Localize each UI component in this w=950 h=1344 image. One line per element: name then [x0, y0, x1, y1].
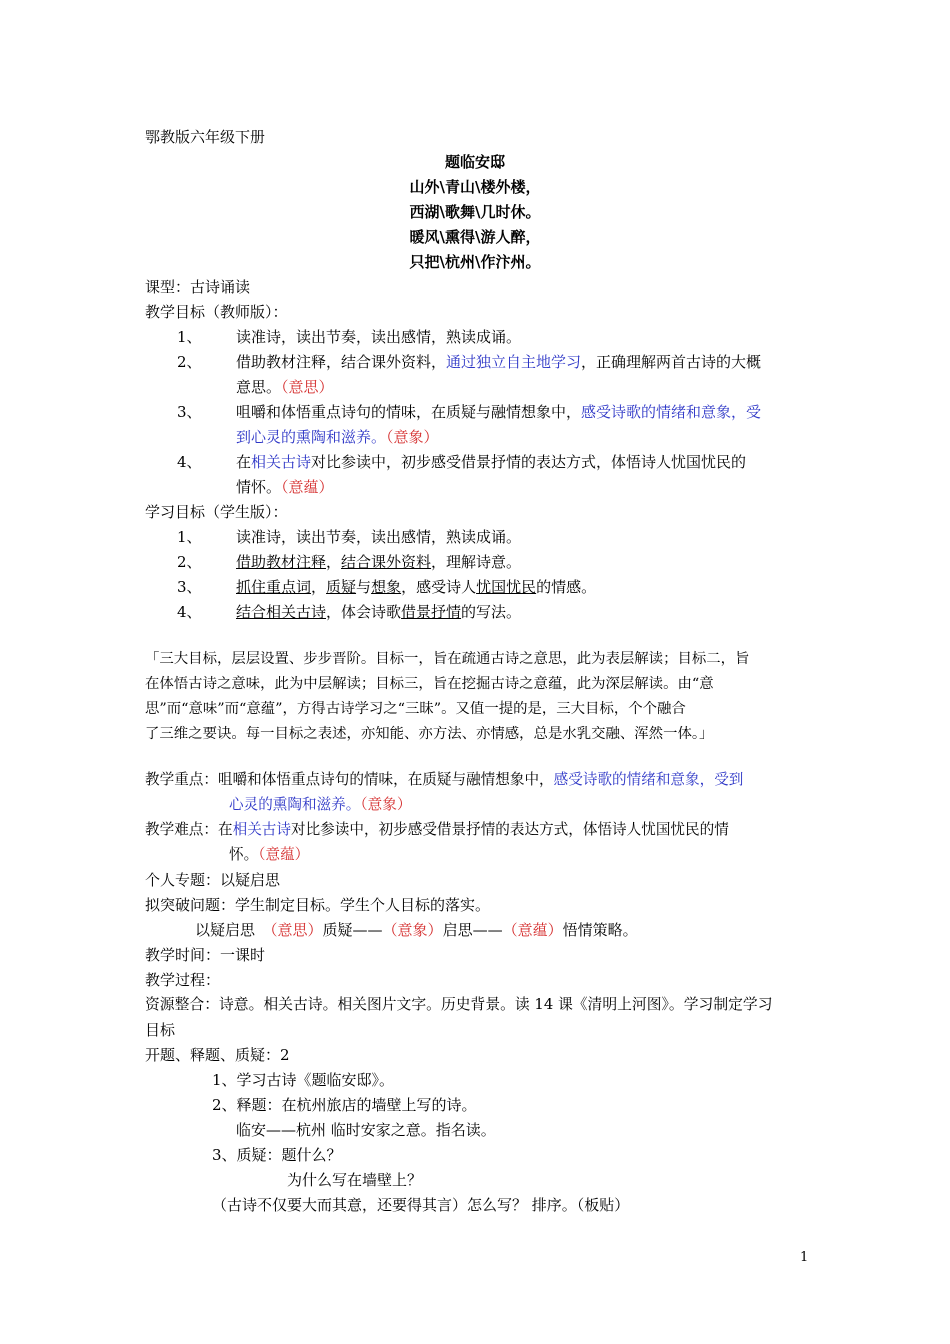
difficulty-text: 在: [217, 821, 233, 838]
key-point-cont: [229, 795, 411, 815]
teacher-goal-2-cont: [236, 377, 334, 397]
process-step: 临安——杭州 临时安家之意。指名读。: [236, 1121, 496, 1139]
student-goals-heading: 学习目标（学生版）：: [145, 503, 288, 521]
goal-text: ，: [326, 553, 342, 571]
strategy-text: 质疑——: [322, 921, 383, 939]
goal-text: ，: [311, 578, 327, 596]
poem-title: 题临安邸: [444, 153, 505, 171]
goal-number: 1、: [177, 528, 202, 546]
key-point-highlight: 感受诗歌的情绪和意象，受到: [553, 771, 744, 788]
key-point: [145, 770, 743, 790]
goal-text: ，正确理解两首古诗的大概: [581, 353, 762, 371]
goal-number: 3、: [177, 403, 202, 421]
goal-number: 2、: [177, 553, 202, 571]
underlined-phrase: 质疑: [326, 578, 357, 596]
underlined-phrase: 借景抒情: [401, 603, 462, 621]
goal-text: 与: [356, 578, 372, 596]
commentary-line: 思”而“意味”而“意蕴”，方得古诗学习之“三昧”。又值一提的是，三大目标，个个融合: [145, 701, 686, 717]
breakthrough-question: 拟突破问题：学生制定目标。学生个人目标的落实。: [145, 896, 491, 914]
lesson-type: 课型：古诗诵读: [145, 278, 251, 296]
underlined-phrase: 想象: [371, 578, 402, 596]
process-step: 2、释题：在杭州旅店的墙壁上写的诗。: [212, 1096, 477, 1114]
teaching-process: 教学过程：: [145, 971, 221, 989]
opening-heading: 开题、释题、质疑：2: [145, 1046, 290, 1064]
poem-line: 山外\青山\楼外楼，: [409, 178, 541, 196]
goal-tag: （意思）: [281, 378, 334, 396]
goal-text: 读准诗，读出节奏，读出感情，熟读成诵。: [236, 528, 522, 546]
goal-highlight: 相关古诗: [251, 453, 312, 471]
textbook-edition: 鄂教版六年级下册: [145, 128, 266, 146]
goal-text: 咀嚼和体悟重点诗句的情味，在质疑与融情想象中，: [236, 403, 582, 421]
teacher-goals-heading: 教学目标（教师版）：: [145, 303, 288, 321]
poem-line: 只把\杭州\作汴州。: [409, 253, 541, 271]
process-step: （古诗不仅要大而其意，还要得其言）怎么写？ 排序。（板贴）: [212, 1196, 630, 1214]
goal-number: 4、: [177, 453, 202, 471]
goal-text: 在: [236, 453, 252, 471]
goal-number: 1、: [177, 328, 202, 346]
key-point-label: 教学重点：: [145, 771, 218, 788]
underlined-phrase: 结合相关古诗: [236, 603, 327, 621]
underlined-phrase: 忧国忧民: [476, 578, 537, 596]
personal-topic: 个人专题：以疑启思: [145, 871, 281, 889]
process-step: 为什么写在墙壁上？: [287, 1171, 423, 1189]
goal-text: 的情感。: [536, 578, 597, 596]
resources-line: 资源整合：诗意。相关古诗。相关图片文字。历史背景。读 14 课《清明上河图》。学习制定学习: [145, 996, 773, 1013]
difficulty-tag: （意蕴）: [258, 846, 310, 863]
difficulty-highlight: 相关古诗: [232, 821, 291, 838]
page-number: 1: [800, 1250, 809, 1265]
difficulty: [145, 820, 729, 840]
poem-line: 暖风\熏得\游人醉，: [409, 228, 541, 246]
strategy: [195, 920, 638, 940]
goal-tag: （意蕴）: [281, 478, 334, 496]
goal-text: ，理解诗意。: [431, 553, 522, 571]
commentary-line: 在体悟古诗之意味，此为中层解读；目标三，旨在挖掘古诗之意蕴，此为深层解读。由“意: [145, 676, 714, 692]
teacher-goal-4-cont: [236, 477, 334, 497]
process-step: 3、质疑：题什么？: [212, 1146, 342, 1164]
teaching-time: 教学时间：一课时: [145, 946, 266, 964]
underlined-phrase: 借助教材注释: [236, 553, 327, 571]
goal-text: ，感受诗人: [401, 578, 477, 596]
difficulty-label: 教学难点：: [145, 821, 218, 838]
goal-text: 意思。: [236, 378, 282, 396]
key-point-tag: （意象）: [360, 796, 412, 813]
strategy-text: 以疑启思: [195, 921, 271, 939]
goal-text: 借助教材注释，结合课外资料，: [236, 353, 447, 371]
goal-number: 4、: [177, 603, 202, 621]
goal-text: 读准诗，读出节奏，读出感情，熟读成诵。: [236, 328, 522, 346]
difficulty-text: 对比参读中，初步感受借景抒情的表达方式，体悟诗人忧国忧民的情: [290, 821, 729, 838]
goal-highlight: 通过独立自主地学习: [446, 353, 582, 371]
goal-tag: （意象）: [386, 428, 439, 446]
difficulty-text: 怀。: [229, 846, 259, 863]
poem-line: 西湖\歌舞\几时休。: [409, 203, 541, 221]
goal-text: 情怀。: [236, 478, 282, 496]
teacher-goal-3-cont: [236, 427, 439, 447]
goal-highlight: 感受诗歌的情绪和意象，受: [581, 403, 762, 421]
goal-number: 2、: [177, 353, 202, 371]
commentary-line: 了三维之要诀。每一目标之表述，亦知能、亦方法、亦情感，总是水乳交融、浑然一体。」: [145, 726, 714, 742]
key-point-text: 咀嚼和体悟重点诗句的情味，在质疑与融情想象中，: [217, 771, 554, 788]
goal-text: 的写法。: [461, 603, 522, 621]
goal-text: ，体会诗歌: [326, 603, 402, 621]
strategy-text: 启思——: [442, 921, 503, 939]
difficulty-cont: [229, 845, 309, 865]
process-step: 1、学习古诗《题临安邸》。: [212, 1071, 395, 1089]
key-point-highlight: 心灵的熏陶和滋养。: [229, 796, 361, 813]
commentary-line: 「三大目标，层层设置、步步晋阶。目标一，旨在疏通古诗之意思，此为表层解读；目标二，旨: [145, 651, 750, 667]
strategy-tag: （意蕴）: [502, 921, 563, 939]
strategy-text: 悟情策略。: [562, 921, 638, 939]
goal-number: 3、: [177, 578, 202, 596]
strategy-tag: （意象）: [382, 921, 443, 939]
resources-line: 目标: [145, 1021, 176, 1039]
underlined-phrase: 抓住重点词: [236, 578, 312, 596]
goal-highlight: 到心灵的熏陶和滋养。: [236, 428, 387, 446]
strategy-tag: （意思）: [270, 921, 323, 939]
underlined-phrase: 结合课外资料: [341, 553, 432, 571]
goal-text: 对比参读中，初步感受借景抒情的表达方式，体悟诗人忧国忧民的: [311, 453, 747, 471]
